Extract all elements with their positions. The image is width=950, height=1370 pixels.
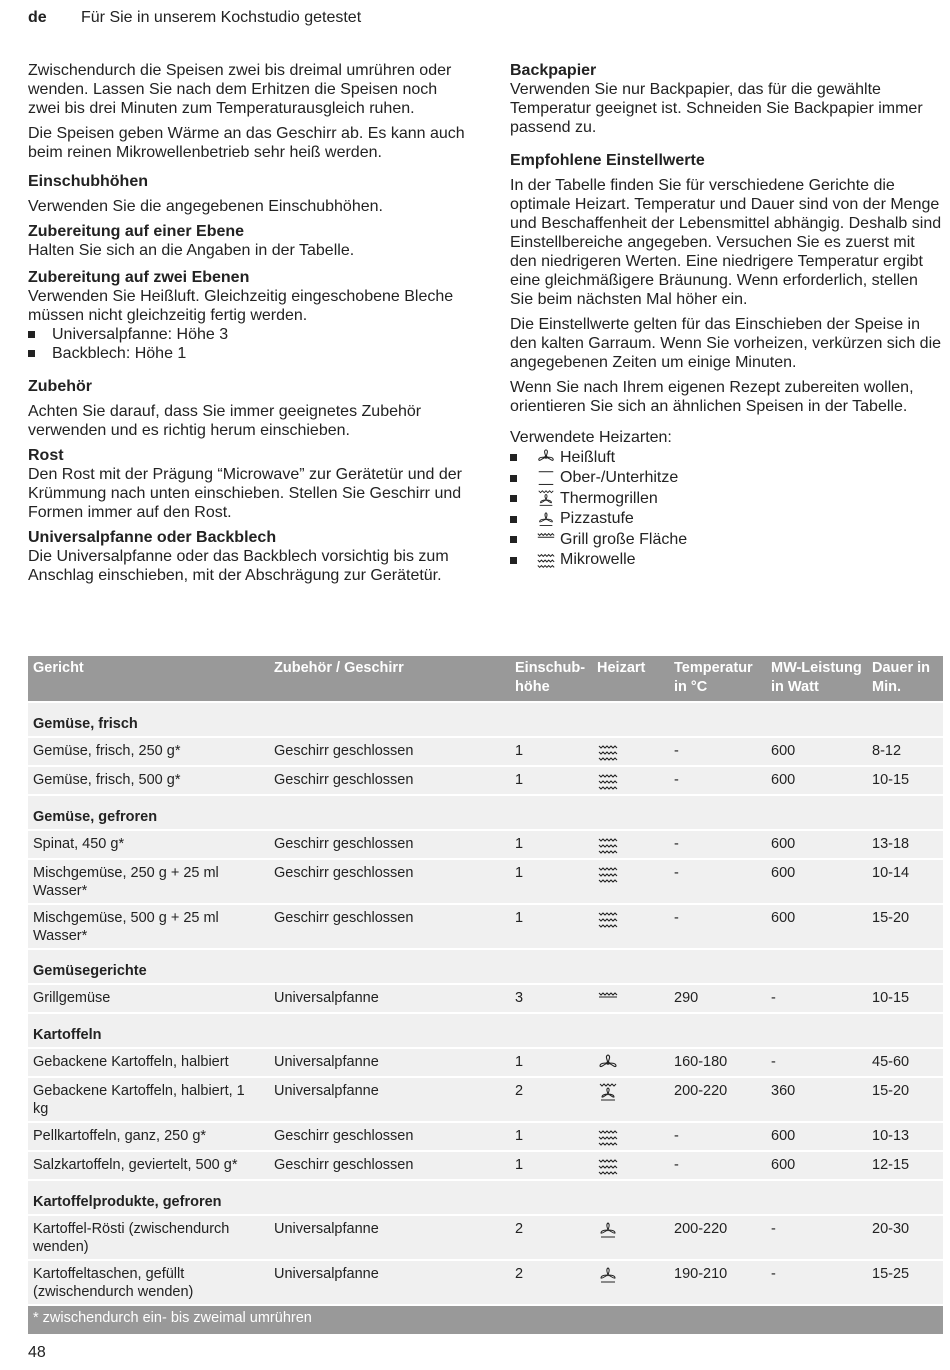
cell-temperatur: - xyxy=(669,737,766,766)
cell-mw-leistung: 600 xyxy=(766,830,867,859)
cell-zubehoer: Universalpfanne xyxy=(269,984,510,1013)
cell-dauer: 13-18 xyxy=(867,830,943,859)
grill-icon xyxy=(536,530,556,548)
paragraph: Die Einstellwerte gelten für das Einschieben der Speise in den kalten Garraum. Wenn Sie vorheizen, verkürzen sich die angegebenen Zeiten um einige Minuten. xyxy=(510,316,942,371)
fan-icon xyxy=(536,448,556,466)
microwave-icon xyxy=(597,909,664,929)
cell-heizart xyxy=(592,737,669,766)
table-row xyxy=(28,984,943,1013)
cell-einschub: 1 xyxy=(510,859,592,904)
thermogrill-icon xyxy=(597,1082,664,1102)
heat-modes-intro: Verwendete Heizarten: xyxy=(510,429,672,446)
heat-mode-item xyxy=(510,509,942,530)
cell-mw-leistung: 600 xyxy=(766,766,867,795)
table-group-row xyxy=(28,1013,943,1048)
cell-dauer: 10-14 xyxy=(867,859,943,904)
cell-mw-leistung: 600 xyxy=(766,904,867,949)
cell-gericht: Gebackene Kartoffeln, halbiert, 1 kg xyxy=(28,1077,269,1122)
cell-mw-leistung: - xyxy=(766,1215,867,1260)
paragraph: Verwenden Sie die angegebenen Einschubhöhen. xyxy=(28,198,383,215)
cell-gericht: Grillgemüse xyxy=(28,984,269,1013)
cell-dauer: 15-25 xyxy=(867,1260,943,1305)
cell-heizart xyxy=(592,1122,669,1151)
table-group-row xyxy=(28,702,943,737)
cell-zubehoer: Geschirr geschlossen xyxy=(269,859,510,904)
cell-gericht: Pellkartoffeln, ganz, 250 g* xyxy=(28,1122,269,1151)
cell-einschub: 2 xyxy=(510,1215,592,1260)
heading-empfohlene-einstellwerte: Empfohlene Einstellwerte xyxy=(510,152,705,169)
cell-einschub: 1 xyxy=(510,830,592,859)
cell-zubehoer: Geschirr geschlossen xyxy=(269,737,510,766)
cell-dauer: 15-20 xyxy=(867,904,943,949)
paragraph: Die Universalpfanne oder das Backblech vorsichtig bis zum Anschlag einschieben, mit der Abschrägung zur Gerätetür. xyxy=(28,548,449,584)
table-row xyxy=(28,859,943,904)
cell-heizart xyxy=(592,766,669,795)
table-group-row xyxy=(28,949,943,984)
cell-gericht: Kartoffel-Rösti (zwischendurch wenden) xyxy=(28,1215,269,1260)
cell-mw-leistung: - xyxy=(766,1260,867,1305)
cell-mw-leistung: 600 xyxy=(766,1122,867,1151)
group-title: Gemüse, frisch xyxy=(28,702,943,737)
heading-universalpfanne: Universalpfanne oder Backblech xyxy=(28,529,277,546)
cell-temperatur: 290 xyxy=(669,984,766,1013)
cell-heizart xyxy=(592,1151,669,1180)
cell-dauer: 20-30 xyxy=(867,1215,943,1260)
col-header-gericht: Gericht xyxy=(28,656,269,702)
cell-mw-leistung: 360 xyxy=(766,1077,867,1122)
paragraph: Verwenden Sie nur Backpapier, das für die gewählte Temperatur geeignet ist. Schneiden Sie Backpapier immer passend zu. xyxy=(510,81,923,136)
cell-einschub: 3 xyxy=(510,984,592,1013)
table-row xyxy=(28,830,943,859)
table-row xyxy=(28,1260,943,1305)
cell-heizart xyxy=(592,859,669,904)
cell-zubehoer: Geschirr geschlossen xyxy=(269,766,510,795)
microwave-icon xyxy=(597,864,664,884)
cell-dauer: 45-60 xyxy=(867,1048,943,1077)
cell-mw-leistung: 600 xyxy=(766,1151,867,1180)
microwave-icon xyxy=(597,742,664,762)
heat-mode-item xyxy=(510,550,942,571)
heat-modes-list xyxy=(510,447,942,570)
fan-icon xyxy=(597,1053,664,1073)
right-column xyxy=(510,61,942,570)
group-title: Gemüse, gefroren xyxy=(28,795,943,830)
group-title: Gemüsegerichte xyxy=(28,949,943,984)
col-header-temperatur: Temperatur in °C xyxy=(669,656,766,702)
cell-temperatur: - xyxy=(669,859,766,904)
cell-zubehoer: Universalpfanne xyxy=(269,1077,510,1122)
table-header-row xyxy=(28,656,943,702)
heat-mode-label: Thermogrillen xyxy=(560,489,658,507)
settings-table xyxy=(28,656,943,1334)
heading-zwei-ebenen: Zubereitung auf zwei Ebenen xyxy=(28,269,250,286)
grill-icon xyxy=(597,989,664,1009)
paragraph: Zwischendurch die Speisen zwei bis dreimal umrühren oder wenden. Lassen Sie nach dem Erhitzen die Speisen noch zwei bis drei Minuten zum Temperaturausgleich ruhen. xyxy=(28,62,452,117)
cell-temperatur: 200-220 xyxy=(669,1215,766,1260)
paragraph: In der Tabelle finden Sie für verschiedene Gerichte die optimale Heizart. Temperatur und Dauer sind von der Menge und Beschaffenheit der Lebensmittel abhängig. Deshalb sind Einstellbereiche angegeben. Versuchen Sie es zuerst mit den niedrigeren Werten. Eine niedrigere Temperatur ergibt eine gleichmäßigere Bräunung. Wenn erforderlich, stellen Sie beim nächsten Mal höher ein. xyxy=(510,177,942,308)
cell-mw-leistung: 600 xyxy=(766,737,867,766)
cell-dauer: 8-12 xyxy=(867,737,943,766)
heat-mode-label: Pizzastufe xyxy=(560,510,634,528)
cell-zubehoer: Geschirr geschlossen xyxy=(269,1151,510,1180)
cell-temperatur: - xyxy=(669,1151,766,1180)
cell-temperatur: - xyxy=(669,830,766,859)
cell-einschub: 1 xyxy=(510,1151,592,1180)
list-item: Universalpfanne: Höhe 3 xyxy=(28,325,468,344)
cell-mw-leistung: 600 xyxy=(766,859,867,904)
heat-mode-item xyxy=(510,468,942,489)
pizza-icon xyxy=(597,1220,664,1240)
cell-dauer: 10-13 xyxy=(867,1122,943,1151)
cell-temperatur: 200-220 xyxy=(669,1077,766,1122)
cell-gericht: Gebackene Kartoffeln, halbiert xyxy=(28,1048,269,1077)
paragraph: Verwenden Sie Heißluft. Gleichzeitig eingeschobene Bleche müssen nicht gleichzeitig fertig werden. xyxy=(28,288,454,324)
col-header-einschub: Einschub-höhe xyxy=(510,656,592,702)
group-title: Kartoffeln xyxy=(28,1013,943,1048)
settings-table-wrap xyxy=(28,656,943,1334)
cell-temperatur: - xyxy=(669,1122,766,1151)
cell-heizart xyxy=(592,1048,669,1077)
page-number: 48 xyxy=(28,1344,46,1361)
page-header xyxy=(28,6,942,28)
cell-einschub: 1 xyxy=(510,1122,592,1151)
cell-gericht: Spinat, 450 g* xyxy=(28,830,269,859)
paragraph: Wenn Sie nach Ihrem eigenen Rezept zubereiten wollen, orientieren Sie sich an ähnlichen Speisen in der Tabelle. xyxy=(510,379,914,415)
header-title: Für Sie in unserem Kochstudio getestet xyxy=(81,8,362,26)
cell-heizart xyxy=(592,1077,669,1122)
heat-mode-label: Grill große Fläche xyxy=(560,530,688,548)
table-row xyxy=(28,1151,943,1180)
heat-mode-label: Ober-/Unterhitze xyxy=(560,469,679,487)
table-row xyxy=(28,1048,943,1077)
microwave-icon xyxy=(597,1127,664,1147)
table-row xyxy=(28,1077,943,1122)
heading-zubehoer: Zubehör xyxy=(28,378,92,395)
footnote-row xyxy=(28,1305,943,1334)
cell-gericht: Gemüse, frisch, 500 g* xyxy=(28,766,269,795)
cell-dauer: 15-20 xyxy=(867,1077,943,1122)
cell-zubehoer: Geschirr geschlossen xyxy=(269,830,510,859)
thermogrill-icon xyxy=(536,489,556,507)
heat-mode-label: Mikrowelle xyxy=(560,551,636,569)
cell-zubehoer: Universalpfanne xyxy=(269,1215,510,1260)
paragraph: Den Rost mit der Prägung “Microwave” zur Gerätetür und der Krümmung nach unten einschieben. Stellen Sie Geschirr und Formen immer auf den Rost. xyxy=(28,466,462,521)
microwave-icon xyxy=(597,771,664,791)
cell-einschub: 1 xyxy=(510,766,592,795)
cell-einschub: 1 xyxy=(510,737,592,766)
col-header-heizart: Heizart xyxy=(592,656,669,702)
cell-dauer: 10-15 xyxy=(867,766,943,795)
levels-list xyxy=(28,325,468,363)
cell-gericht: Gemüse, frisch, 250 g* xyxy=(28,737,269,766)
cell-gericht: Kartoffeltaschen, gefüllt (zwischendurch wenden) xyxy=(28,1260,269,1305)
paragraph: Halten Sie sich an die Angaben in der Tabelle. xyxy=(28,242,355,259)
table-row xyxy=(28,766,943,795)
table-group-row xyxy=(28,795,943,830)
table-row xyxy=(28,904,943,949)
table-row xyxy=(28,1122,943,1151)
cell-heizart xyxy=(592,830,669,859)
pizza-icon xyxy=(536,510,556,528)
heading-eine-ebene: Zubereitung auf einer Ebene xyxy=(28,223,245,240)
cell-heizart xyxy=(592,984,669,1013)
paragraph: Die Speisen geben Wärme an das Geschirr ab. Es kann auch beim reinen Mikrowellenbetrieb sehr heiß werden. xyxy=(28,125,465,161)
table-row xyxy=(28,737,943,766)
heat-mode-label: Heißluft xyxy=(560,448,616,466)
col-header-mw-leistung: MW-Leistung in Watt xyxy=(766,656,867,702)
heat-mode-item xyxy=(510,488,942,509)
cell-gericht: Salzkartoffeln, geviertelt, 500 g* xyxy=(28,1151,269,1180)
heading-einschubhoehen: Einschubhöhen xyxy=(28,173,148,190)
list-item: Backblech: Höhe 1 xyxy=(28,344,468,363)
table-group-row xyxy=(28,1180,943,1215)
cell-zubehoer: Universalpfanne xyxy=(269,1048,510,1077)
cell-mw-leistung: - xyxy=(766,1048,867,1077)
cell-dauer: 12-15 xyxy=(867,1151,943,1180)
pizza-icon xyxy=(597,1265,664,1285)
microwave-icon xyxy=(536,551,556,569)
left-column xyxy=(28,61,468,591)
cell-temperatur: 160-180 xyxy=(669,1048,766,1077)
cell-einschub: 2 xyxy=(510,1260,592,1305)
microwave-icon xyxy=(597,835,664,855)
cell-heizart xyxy=(592,1215,669,1260)
table-body xyxy=(28,702,943,1305)
cell-dauer: 10-15 xyxy=(867,984,943,1013)
cell-zubehoer: Universalpfanne xyxy=(269,1260,510,1305)
cell-einschub: 1 xyxy=(510,904,592,949)
heading-backpapier: Backpapier xyxy=(510,62,597,79)
col-header-zubehoer: Zubehör / Geschirr xyxy=(269,656,510,702)
language-code: de xyxy=(28,8,47,26)
table-row xyxy=(28,1215,943,1260)
footnote: * zwischendurch ein- bis zweimal umrühren xyxy=(28,1305,943,1334)
cell-gericht: Mischgemüse, 500 g + 25 ml Wasser* xyxy=(28,904,269,949)
cell-zubehoer: Geschirr geschlossen xyxy=(269,904,510,949)
cell-mw-leistung: - xyxy=(766,984,867,1013)
cell-zubehoer: Geschirr geschlossen xyxy=(269,1122,510,1151)
cell-temperatur: - xyxy=(669,904,766,949)
cell-einschub: 2 xyxy=(510,1077,592,1122)
cell-gericht: Mischgemüse, 250 g + 25 ml Wasser* xyxy=(28,859,269,904)
heading-rost: Rost xyxy=(28,447,64,464)
cell-temperatur: - xyxy=(669,766,766,795)
paragraph: Achten Sie darauf, dass Sie immer geeignetes Zubehör verwenden und es richtig herum einschieben. xyxy=(28,403,422,439)
heat-mode-item xyxy=(510,447,942,468)
cell-einschub: 1 xyxy=(510,1048,592,1077)
group-title: Kartoffelprodukte, gefroren xyxy=(28,1180,943,1215)
heat-mode-item xyxy=(510,529,942,550)
top-bottom-heat-icon xyxy=(536,469,556,487)
microwave-icon xyxy=(597,1156,664,1176)
cell-heizart xyxy=(592,904,669,949)
cell-temperatur: 190-210 xyxy=(669,1260,766,1305)
cell-heizart xyxy=(592,1260,669,1305)
col-header-dauer: Dauer in Min. xyxy=(867,656,943,702)
